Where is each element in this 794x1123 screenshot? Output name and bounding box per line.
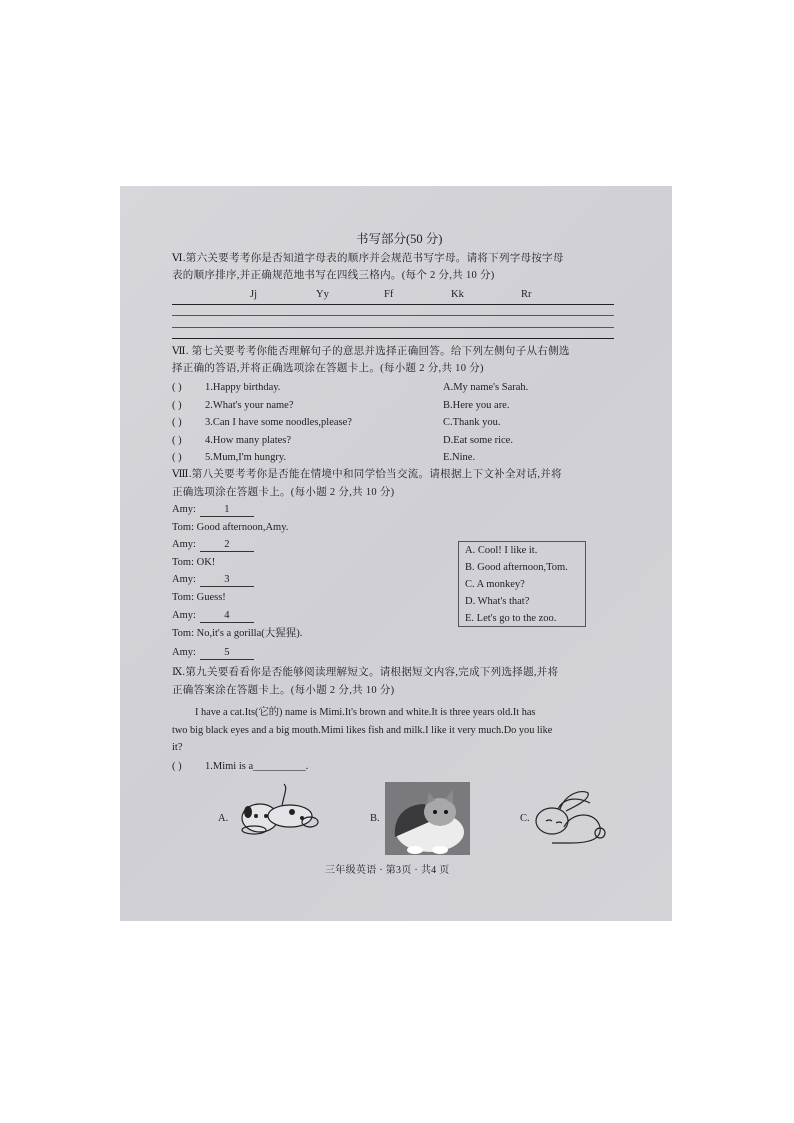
option: E. Let's go to the zoo. bbox=[465, 613, 557, 624]
dialog-line bbox=[172, 556, 215, 569]
passage-line: I have a cat.Its(它的) name is Mimi.It's brown and white.It is three years old.It has bbox=[195, 707, 536, 718]
rabbit-icon bbox=[530, 787, 606, 847]
dialog-blank[interactable]: 1 bbox=[200, 503, 254, 517]
letter: Kk bbox=[451, 289, 464, 300]
letter: Jj bbox=[250, 289, 258, 300]
dialog-text: Guess! bbox=[196, 592, 226, 603]
page-footer: 三年级英语 · 第3页 · 共4 页 bbox=[325, 865, 450, 876]
question-text: 2.What's your name? bbox=[205, 400, 294, 411]
option-text: E.Nine. bbox=[443, 452, 476, 463]
q7-instructions-line2: 择正确的答语,并将正确选项涂在答题卡上。(每小题 2 分,共 10 分) bbox=[172, 363, 484, 374]
choice-label: A. bbox=[218, 813, 229, 824]
letter: Yy bbox=[316, 289, 329, 300]
q8-instructions-line2: 正确选项涂在答题卡上。(每小题 2 分,共 10 分) bbox=[172, 487, 395, 498]
answer-bracket[interactable]: ( ) bbox=[172, 382, 182, 393]
dialog-text: Good afternoon,Amy. bbox=[196, 522, 289, 533]
dialog-line bbox=[172, 503, 254, 517]
options-box bbox=[458, 541, 586, 627]
speaker: Tom: bbox=[172, 557, 195, 568]
speaker: Tom: bbox=[172, 628, 195, 639]
passage-line: two big black eyes and a big mouth.Mimi likes fish and milk.I like it very much.Do you like bbox=[172, 725, 553, 736]
question-text: 1.Happy birthday. bbox=[205, 382, 281, 393]
cat-photo bbox=[385, 782, 470, 855]
option-text: B.Here you are. bbox=[443, 400, 510, 411]
dialog-text: No,it's a gorilla(大猩猩). bbox=[196, 628, 303, 639]
letter: Ff bbox=[384, 289, 394, 300]
speaker: Amy: bbox=[172, 504, 196, 515]
question-text: 1.Mimi is a__________. bbox=[205, 761, 309, 772]
speaker: Amy: bbox=[172, 539, 196, 550]
dialog-line bbox=[172, 646, 254, 660]
option-text: A.My name's Sarah. bbox=[443, 382, 529, 393]
speaker: Tom: bbox=[172, 522, 195, 533]
dialog-text: OK! bbox=[196, 557, 216, 568]
speaker: Amy: bbox=[172, 647, 196, 658]
q6-instructions-line2: 表的顺序排序,并正确规范地书写在四线三格内。(每个 2 分,共 10 分) bbox=[172, 270, 495, 281]
writing-line bbox=[172, 315, 614, 316]
answer-bracket[interactable]: ( ) bbox=[172, 761, 182, 772]
dialog-blank[interactable]: 3 bbox=[200, 573, 254, 587]
answer-bracket[interactable]: ( ) bbox=[172, 452, 182, 463]
option: C. A monkey? bbox=[465, 579, 525, 590]
writing-line bbox=[172, 338, 614, 339]
speaker: Amy: bbox=[172, 574, 196, 585]
q9-instructions-line1: Ⅸ.第九关要看看你是否能够阅读理解短文。请根据短文内容,完成下列选择题,并将 bbox=[172, 667, 559, 678]
dialog-blank[interactable]: 2 bbox=[200, 538, 254, 552]
speaker: Amy: bbox=[172, 610, 196, 621]
letter: Rr bbox=[521, 289, 532, 300]
answer-bracket[interactable]: ( ) bbox=[172, 400, 182, 411]
dialog-line bbox=[172, 609, 254, 623]
passage-line: it? bbox=[172, 742, 183, 753]
option-text: D.Eat some rice. bbox=[443, 435, 513, 446]
dialog-line bbox=[172, 627, 302, 640]
question-text: 3.Can I have some noodles,please? bbox=[205, 417, 352, 428]
writing-line bbox=[172, 304, 614, 305]
q9-instructions-line2: 正确答案涂在答题卡上。(每小题 2 分,共 10 分) bbox=[172, 685, 395, 696]
option-text: C.Thank you. bbox=[443, 417, 501, 428]
dialog-line bbox=[172, 521, 288, 534]
choice-label: B. bbox=[370, 813, 380, 824]
dog-icon bbox=[232, 782, 320, 840]
dialog-line bbox=[172, 573, 254, 587]
answer-bracket[interactable]: ( ) bbox=[172, 435, 182, 446]
option: A. Cool! I like it. bbox=[465, 545, 538, 556]
answer-bracket[interactable]: ( ) bbox=[172, 417, 182, 428]
option: B. Good afternoon,Tom. bbox=[465, 562, 568, 573]
dialog-blank[interactable]: 5 bbox=[200, 646, 254, 660]
section-title: 书写部分(50 分) bbox=[356, 232, 443, 246]
speaker: Tom: bbox=[172, 592, 195, 603]
option: D. What's that? bbox=[465, 596, 530, 607]
q6-instructions-line1: Ⅵ.第六关要考考你是否知道字母表的顺序并会规范书写字母。请将下列字母按字母 bbox=[172, 253, 564, 264]
choice-label: C. bbox=[520, 813, 530, 824]
q7-instructions-line1: Ⅶ. 第七关要考考你能否理解句子的意思并选择正确回答。给下列左侧句子从右侧选 bbox=[172, 346, 570, 357]
question-text: 5.Mum,I'm hungry. bbox=[205, 452, 287, 463]
question-text: 4.How many plates? bbox=[205, 435, 292, 446]
writing-line bbox=[172, 327, 614, 328]
q8-instructions-line1: Ⅷ.第八关要考考你是否能在情境中和同学恰当交流。请根据上下文补全对话,并将 bbox=[172, 469, 562, 480]
dialog-line bbox=[172, 591, 226, 604]
dialog-blank[interactable]: 4 bbox=[200, 609, 254, 623]
dialog-line bbox=[172, 538, 254, 552]
